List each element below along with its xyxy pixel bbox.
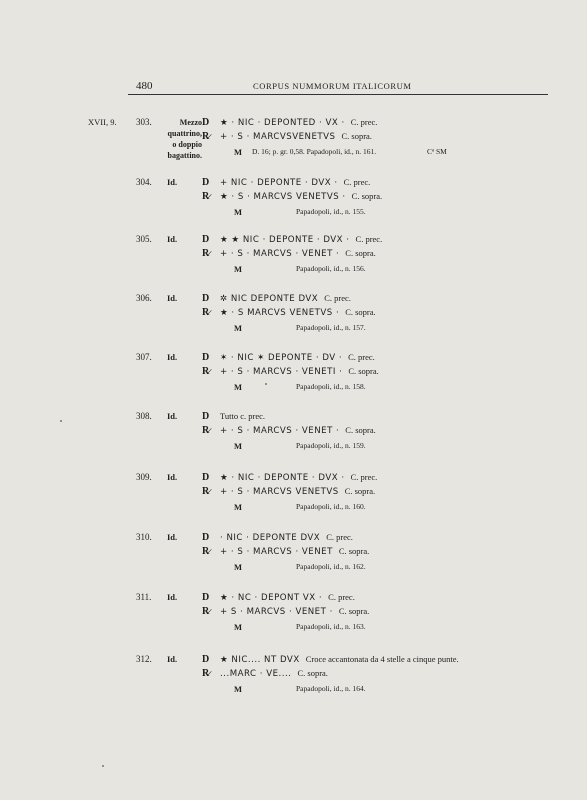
header-rule (128, 94, 548, 95)
obverse-legend-text: ★ · NIC · DEPONTED · VX · (220, 118, 345, 128)
obverse-note: C. prec. (326, 532, 353, 542)
reverse-note: C. sopra. (351, 191, 383, 201)
catalogue-entry (0, 654, 587, 698)
entry-number: 310. (136, 532, 152, 542)
reverse-legend-text: + · S · MARCVSVENETVS (220, 132, 336, 142)
denomination: Id. (167, 592, 178, 602)
obverse-mark: D (202, 654, 210, 665)
reverse-legend (220, 366, 379, 377)
reference: D. 16; p. gr. 0,58. Papadopoli, id., n. 161. (252, 147, 377, 156)
obverse-note: C. prec. (343, 177, 371, 187)
reference: Papadopoli, id., n. 156. (296, 264, 366, 273)
reverse-legend-text: ★ · S · MARCVS VENETVS · (220, 192, 346, 202)
reference: Papadopoli, id., n. 157. (296, 323, 366, 332)
reverse-legend-text: + · S · MARCVS · VENET · (220, 426, 340, 436)
denomination (140, 117, 202, 161)
denomination: Id. (167, 411, 178, 421)
reverse-legend-text: + · S · MARCVS · VENET (220, 547, 333, 557)
obverse-note: C. prec. (350, 472, 378, 482)
metal-mark: M (234, 441, 243, 451)
metal-mark: M (234, 147, 243, 157)
reference: Papadopoli, id., n. 158. (296, 382, 366, 391)
reverse-note: C. sopra. (345, 248, 376, 258)
reverse-mark: R̷ (202, 366, 210, 377)
obverse-legend (220, 293, 351, 304)
reverse-mark: R̷ (202, 546, 210, 557)
metal-mark: M (234, 207, 243, 217)
reverse-note: C. sopra. (348, 366, 379, 376)
reverse-legend (220, 546, 369, 557)
reverse-mark: R̷ (202, 486, 210, 497)
entry-number: 312. (136, 654, 152, 664)
paper-speck (60, 420, 62, 422)
entry-number: 311. (136, 592, 152, 602)
reverse-note: C. sopra. (341, 131, 372, 141)
obverse-mark: D (202, 532, 210, 543)
denomination-line: Mezzo (179, 118, 202, 127)
reverse-legend (220, 307, 376, 318)
obverse-mark: D (202, 234, 210, 245)
entry-number: 307. (136, 352, 152, 362)
obverse-mark: D (202, 411, 210, 422)
obverse-mark: D (202, 592, 210, 603)
reference: Papadopoli, id., n. 163. (296, 622, 366, 631)
catalogue-entry (0, 411, 587, 455)
denomination: Id. (167, 293, 178, 303)
obverse-legend-text: · NIC · DEPONTE DVX (220, 533, 321, 543)
obverse-mark: D (202, 352, 210, 363)
obverse-note: C. prec. (350, 117, 378, 127)
denomination: Id. (167, 472, 178, 482)
reverse-legend-text: + · S · MARCVS VENETVS (220, 487, 339, 497)
metal-mark: M (234, 264, 243, 274)
denomination: Id. (167, 352, 178, 362)
metal-mark: M (234, 562, 243, 572)
obverse-note: C. prec. (355, 234, 383, 244)
obverse-legend-text: ✲ NIC DEPONTE DVX (220, 294, 319, 304)
reverse-legend-text: ...MARC · VE.... (220, 669, 292, 679)
reference: Papadopoli, id., n. 160. (296, 502, 366, 511)
denomination-line: quattrino, (167, 129, 202, 138)
reverse-mark: R̷ (202, 131, 210, 142)
reverse-mark: R̷ (202, 248, 210, 259)
obverse-note: C. prec. (348, 352, 375, 362)
running-title: CORPUS NUMMORUM ITALICORUM (253, 81, 412, 91)
reverse-mark: R̷ (202, 191, 210, 202)
entry-number: 306. (136, 293, 152, 303)
obverse-legend-text: + NIC · DEPONTE · DVX · (220, 178, 338, 188)
reverse-legend (220, 131, 372, 142)
entry-number: 309. (136, 472, 152, 482)
reverse-legend (220, 606, 369, 617)
reverse-legend (220, 486, 375, 497)
denomination: Id. (167, 177, 178, 187)
denomination: Id. (167, 234, 178, 244)
metal-mark: M (234, 323, 243, 333)
entry-number: 308. (136, 411, 152, 421)
entry-number: 303. (136, 117, 152, 127)
reverse-legend (220, 248, 376, 259)
obverse-legend (220, 654, 459, 665)
obverse-mark: D (202, 117, 210, 128)
paper-speck (265, 383, 267, 385)
obverse-legend (220, 592, 355, 603)
obverse-legend-text: ★ NIC.... NT DVX (220, 655, 300, 665)
entry-number: 304. (136, 177, 152, 187)
reverse-mark: R̷ (202, 307, 210, 318)
catalogue-entry (0, 472, 587, 516)
reference: Papadopoli, id., n. 159. (296, 441, 366, 450)
metal-mark: M (234, 622, 243, 632)
reverse-legend-text: + · S · MARCVS · VENET · (220, 249, 340, 259)
section-label: XVII, 9. (88, 117, 117, 127)
obverse-legend (220, 117, 377, 128)
denomination: Id. (167, 654, 178, 664)
obverse-legend (220, 472, 377, 483)
obverse-mark: D (202, 177, 210, 188)
obverse-note: C. prec. (328, 592, 355, 602)
reverse-legend (220, 425, 376, 436)
reverse-legend-text: ★ · S MARCVS VENETVS · (220, 308, 340, 318)
catalogue-entry (0, 234, 587, 278)
catalogue-entry (0, 177, 587, 221)
obverse-note: C. prec. (324, 293, 351, 303)
obverse-mark: D (202, 472, 210, 483)
reverse-note: C. sopra. (338, 606, 370, 616)
reference: Papadopoli, id., n. 162. (296, 562, 366, 571)
metal-mark: M (234, 502, 243, 512)
reverse-note: C. sopra. (345, 425, 376, 435)
obverse-legend-text: ✶ · NIC ✶ DEPONTE · DV · (220, 353, 343, 363)
metal-mark: M (234, 382, 243, 392)
denomination: Id. (167, 532, 178, 542)
denomination-line: o doppio bagattino. (167, 140, 202, 160)
catalogue-entry (0, 293, 587, 337)
obverse-legend (220, 352, 375, 363)
catalogue-entry (0, 352, 587, 396)
paper-speck (102, 765, 104, 767)
reverse-note: C. sopra. (345, 307, 376, 317)
reverse-note: C. sopra. (297, 668, 328, 678)
reverse-legend (220, 668, 328, 679)
obverse-note: Croce accantonata da 4 stelle a cinque punte. (305, 654, 459, 664)
obverse-legend-text: ★ · NC · DEPONT VX · (220, 593, 323, 603)
obverse-legend (220, 234, 382, 245)
obverse-legend (220, 532, 353, 543)
obverse-note: Tutto c. prec. (220, 411, 266, 421)
reverse-mark: R̷ (202, 425, 210, 436)
catalogue-entry (0, 592, 587, 636)
reverse-note: C. sopra. (344, 486, 376, 496)
entry-number: 305. (136, 234, 152, 244)
reverse-mark: R̷ (202, 606, 210, 617)
obverse-legend-text: ★ ★ NIC · DEPONTE · DVX · (220, 235, 350, 245)
reverse-legend-text: + S · MARCVS · VENET · (220, 607, 333, 617)
reverse-legend (220, 191, 382, 202)
reference: Papadopoli, id., n. 164. (296, 684, 366, 693)
catalogue-entry (0, 532, 587, 576)
reverse-legend-text: + · S · MARCVS · VENETI · (220, 367, 343, 377)
metal-mark: M (234, 684, 243, 694)
reference: Papadopoli, id., n. 155. (296, 207, 366, 216)
reverse-mark: R̷ (202, 668, 210, 679)
obverse-legend (220, 411, 265, 422)
reverse-note: C. sopra. (338, 546, 370, 556)
obverse-legend-text: ★ · NIC · DEPONTE · DVX · (220, 473, 345, 483)
obverse-mark: D (202, 293, 210, 304)
page-number: 480 (136, 80, 153, 92)
obverse-legend (220, 177, 370, 188)
collection: Cª SM (427, 147, 447, 156)
catalogue-entry (0, 117, 587, 161)
